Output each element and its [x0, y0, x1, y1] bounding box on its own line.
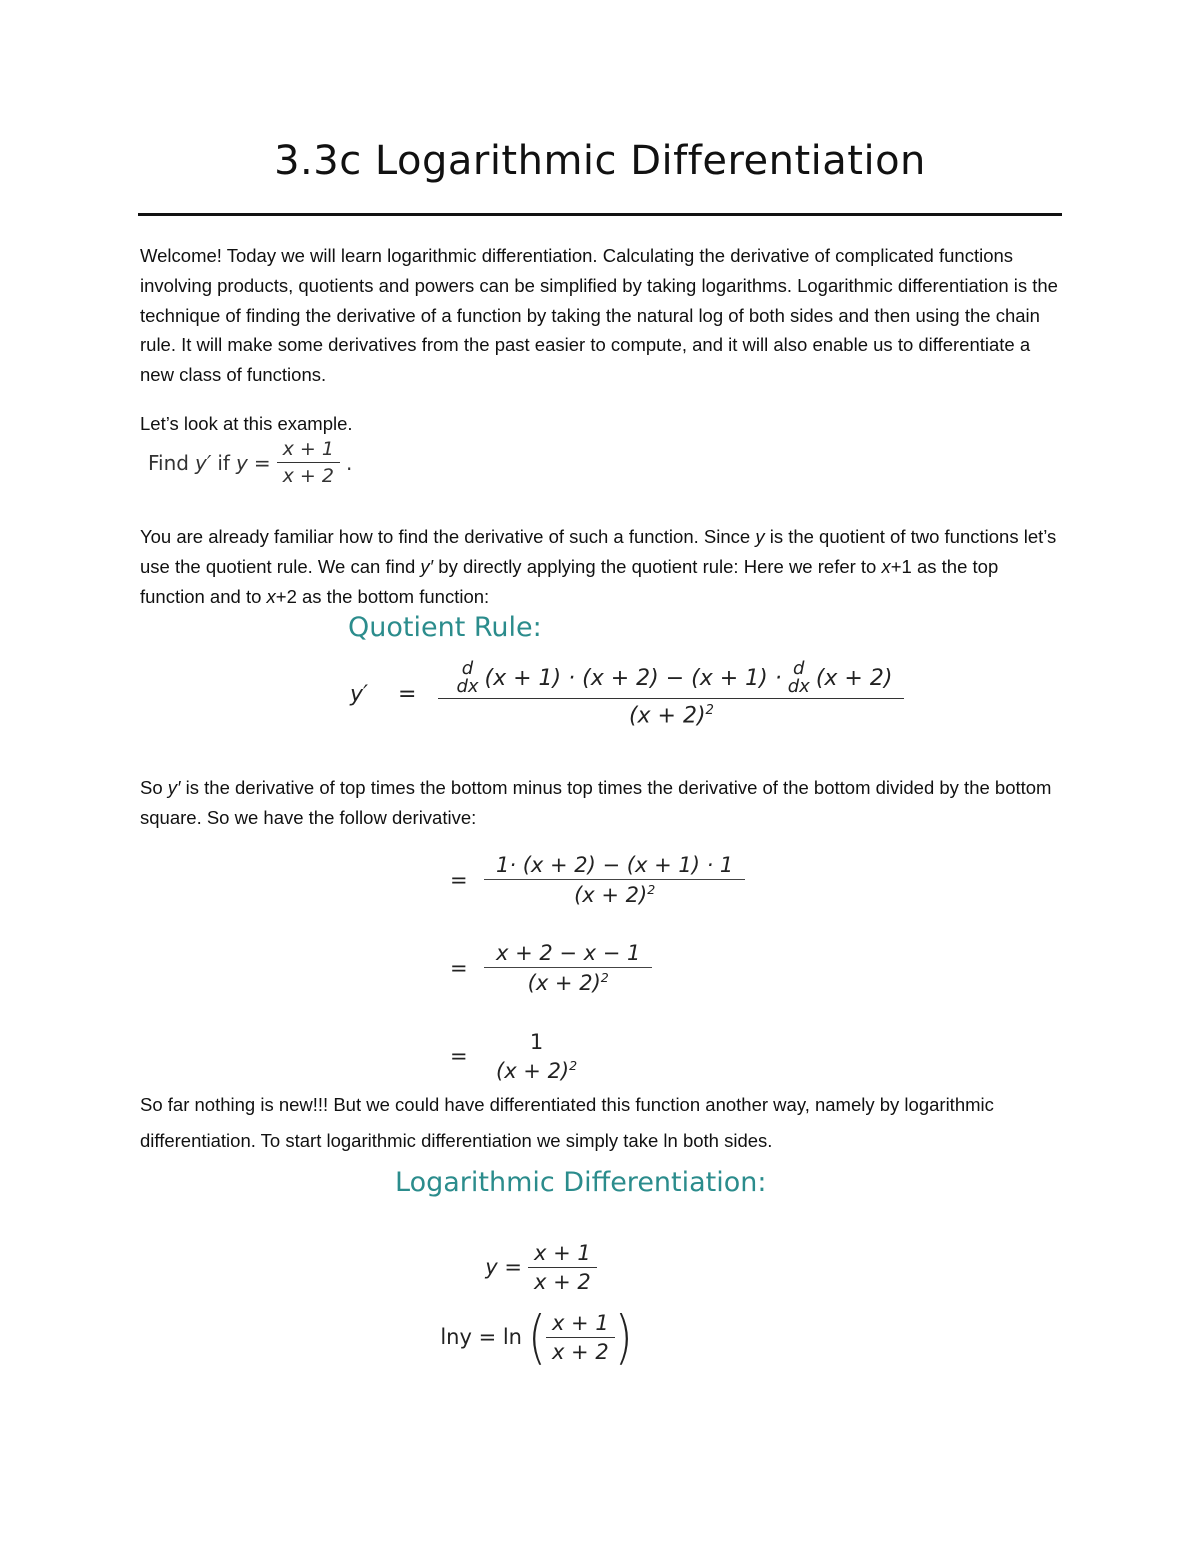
step-fraction: [490, 941, 646, 995]
derivative-steps: [450, 836, 739, 1100]
y-italic: y: [755, 526, 765, 547]
text-run: So: [140, 777, 168, 798]
log-diff-title: Logarithmic Differentiation:: [395, 1167, 767, 1198]
row2-fraction: [546, 1311, 615, 1364]
qr-lhs: y′: [350, 681, 369, 707]
row1-denominator: x + 2: [528, 1267, 597, 1294]
intro-paragraph: Welcome! Today we will learn logarithmic differentiation. Calculating the derivative of complicated functions involving products, quotients and powers can be simplified by taking logarithms. Logarithmic differentiation is the technique of finding the derivative of a function by taking the natural log of both sides and then using the chain rule. It will make some derivatives from the past easier to compute, and it will also enable us to differentiate a new class of functions.: [140, 245, 1058, 386]
y-variable: y: [235, 450, 248, 475]
qr-numerator: [444, 660, 898, 698]
step-row: [450, 836, 739, 924]
row2-numerator: x + 1: [551, 1310, 609, 1335]
derivative-explanation: [140, 773, 1062, 833]
text-run: is the derivative of top times the bottom minus top times the derivative of the bottom divided by the bottom square. So we have the follow derivative:: [140, 777, 1052, 828]
den-exponent: 2: [647, 882, 656, 897]
fraction-numerator: x + 1: [282, 438, 334, 460]
d-dx-operator: [788, 660, 810, 696]
yprime-italic: y′: [420, 555, 434, 577]
step-numerator: x + 2 − x − 1: [496, 941, 641, 965]
page-title: 3.3c Logarithmic Differentiation: [274, 138, 926, 184]
quotient-intro-paragraph: [140, 522, 1062, 611]
row2-lhs: lny = ln: [440, 1325, 522, 1349]
title-rule: [138, 213, 1062, 216]
den-exponent: 2: [569, 1057, 578, 1073]
equals-sign: =: [253, 450, 271, 475]
example-fraction: [277, 438, 340, 487]
den-exponent: 2: [705, 703, 714, 718]
text-run: You are already familiar how to find the derivative of such a function. Since: [140, 526, 756, 547]
text-run: +1 as the top function and to: [140, 555, 999, 607]
den-base: (x + 2): [628, 703, 706, 729]
quotient-rule-title: Quotient Rule:: [348, 612, 542, 643]
dx-bottom: dx: [456, 676, 479, 697]
step-denominator: [484, 967, 652, 995]
quotient-rule-equation: [350, 660, 898, 728]
log-intro-paragraph: So far nothing is new!!! But we could have differentiated this function another way, namely by logarithmic differentiation. To start logarithmic differentiation we simply take ln both sides.: [140, 1094, 994, 1151]
left-paren: (: [528, 1303, 546, 1371]
row1-numerator: x + 1: [534, 1240, 591, 1265]
dx-bottom: dx: [787, 676, 810, 697]
log-row-1: [452, 1232, 633, 1302]
right-paren: ): [614, 1303, 633, 1371]
text-run: +2 as the bottom function:: [275, 585, 490, 607]
log-diff-equations: [440, 1232, 633, 1372]
d-top: d: [793, 658, 805, 679]
den-base: (x + 2): [574, 883, 648, 907]
step-denominator: [484, 1056, 589, 1083]
x-italic: x: [881, 555, 891, 577]
qr-term2: (x + 2): [815, 665, 893, 691]
step-denominator: [484, 879, 745, 907]
yprime-italic: y′: [167, 777, 181, 798]
row2-denominator: x + 2: [546, 1337, 615, 1364]
row1-fraction: [528, 1241, 597, 1294]
den-base: (x + 2): [527, 971, 601, 995]
qr-denominator: [438, 698, 904, 728]
den-base: (x + 2): [496, 1058, 570, 1083]
qr-equals: =: [398, 681, 417, 707]
step-numerator: 1· (x + 2) − (x + 1) · 1: [496, 853, 734, 877]
fraction-denominator: x + 2: [277, 462, 340, 487]
step-equals: =: [450, 868, 468, 892]
den-exponent: 2: [600, 970, 609, 985]
d-dx-operator: [456, 660, 478, 696]
text-run: by directly applying the quotient rule: Here we refer to: [433, 555, 882, 577]
qr-fraction: [444, 660, 898, 728]
qr-term1: (x + 1) · (x + 2) − (x + 1) ·: [484, 665, 782, 691]
example-equation: [148, 438, 352, 487]
step-fraction: [490, 1030, 583, 1083]
text-run: is the quotient of two functions let’s use the quotient rule. We can find: [140, 526, 1057, 577]
y-prime: y′: [194, 450, 212, 475]
if-word: if: [217, 450, 230, 475]
x-italic: x: [266, 585, 276, 607]
step-fraction: [490, 853, 739, 907]
period: .: [345, 450, 353, 475]
log-row-2: [412, 1302, 633, 1372]
step-numerator: 1: [529, 1029, 544, 1054]
step-row: [450, 924, 739, 1012]
row1-lhs: y =: [485, 1255, 522, 1279]
example-lead: Let’s look at this example.: [140, 413, 353, 434]
step-equals: =: [450, 1044, 468, 1068]
d-top: d: [461, 658, 474, 679]
find-word: Find: [148, 450, 189, 475]
step-equals: =: [450, 956, 468, 980]
